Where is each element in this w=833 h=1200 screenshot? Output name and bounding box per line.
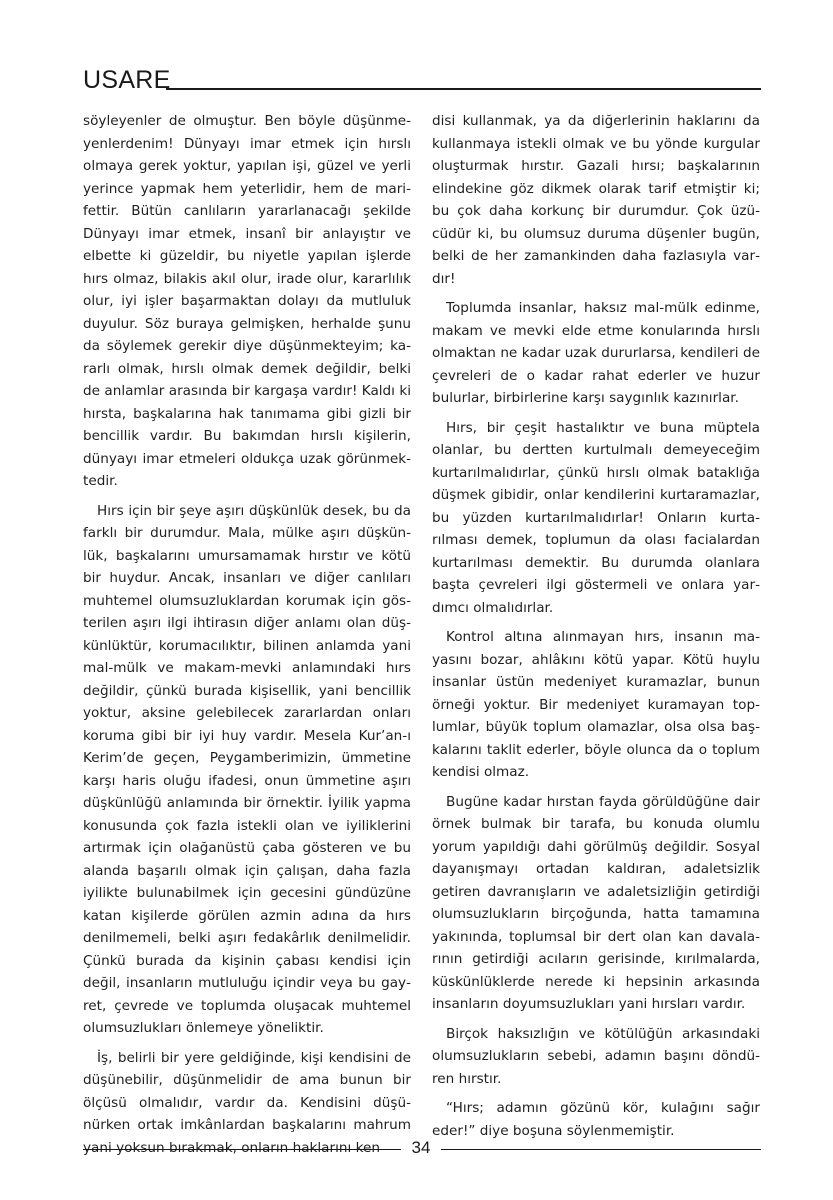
footer-rule-left [83,1149,401,1150]
paragraph: Birçok haksızlığın ve kötülüğün arkasındaki olumsuzlukların sebebi, adamın başını döndüren hırstır. [432,1025,760,1087]
left-column [83,110,411,1166]
paragraph: Toplumda insanlar, haksız mal-mülk edinme, makam ve mevki elde etme konularında hırslı olmaktan ne kadar uzak dururlarsa, kendileri de çevreleri de o kadar rahat ederler ve huzur bulurlar, birbirlerine karşı saygınlık kazınırlar. [432,300,760,406]
footer-rule-right [441,1149,761,1150]
header-rule [166,88,761,90]
paragraph: söyleyenler de olmuştur. Ben böyle düşünmeyenlerdenim! Dünyayı imar etmek için hırslı olmaya gerek yoktur, yapılan işi, güzel ve yerli yerince yapmak hem yeterlidir, hem de marifettir. Bütün canlıların yararlanacağı şekilde Dünyayı imar etmek, insanî bir anlayıştır ve elbette ki güzeldir, bu niyetle yapılan işlerde hırs olmaz, bilakis akıl olur, irade olur, kararlılık olur, iyi işler başarmaktan dolayı da mutluluk duyulur. Söz buraya gelmişken, herhalde şunu da söylemek gerekir diye düşünmekteyim; kararlı olmak, hırslı olmak demek değildir, belki de anlamlar arasında bir kargaşa vardır! Kaldı ki hırsta, başkalarına hak tanımama gibi gizli bir bencillik vardır. Bu bakımdan hırslı kişilerin, dünyayı imar etmeleri oldukça uzak görünmektedir. [83,113,411,489]
page-number: 34 [411,1138,431,1157]
paragraph: “Hırs; adamın gözünü kör, kulağını sağır eder!” diye boşuna söylenmemiştir. [432,1100,760,1139]
running-header [83,64,761,98]
journal-title: USARE [83,66,171,94]
paragraph: Hırs için bir şeye aşırı düşkünlük desek, bu da farklı bir durumdur. Mala, mülke aşırı düşkünlük, başkalarını umursamamak hırstır ve kötü bir huydur. Ancak, insanları ve diğer canlıları muhtemel olumsuzluklardan korumak için gösterilen aşırı ilgi ihtirasın diğer anlamı olan düşkünlüktür, korumacılıktır, bilinen anlamda yani mal-mülk ve makam-mevki anlamındaki hırs değildir, çünkü burada kişisellik, yani bencillik yoktur, aksine gelebilecek zararlardan onları koruma gibi bir iyi huy vardır. Mesela Kur’an-ı Kerim’de geçen, Peygamberimizin, ümmetine karşı haris oluğu ifadesi, onun ümmetine aşırı düşkünlüğü anlamında bir örnektir. İyilik yapma konusunda çok fazla istekli olan ve iyiliklerini artırmak için olağanüstü çaba gösteren ve bu alanda başarılı olmak için çalışan, daha fazla iyilikte bulunabilmek için gecesini gündüzüne katan kişilerde görülen azmin adına da hırs denilmemeli, belki aşırı fedakârlık denilmelidir. Çünkü burada da kişinin çabası kendisi için değil, insanların mutluluğu içindir veya bu gayret, çevrede ve toplumda oluşacak muhtemel olumsuzlukları önlemeye yöneliktir. [83,502,411,1036]
paragraph: Kontrol altına alınmayan hırs, insanın mayasını bozar, ahlâkını kötü yapar. Kötü huylu insanlar üstün medeniyet kuramazlar, bunun örneği yoktur. Bir medeniyet kuramayan toplumlar, büyük toplum olamazlar, olsa olsa başkalarını taklit ederler, böyle olunca da o toplum kendisi olmaz. [432,629,760,780]
page-footer [83,1135,761,1165]
paragraph: İş, belirli bir yere geldiğinde, kişi kendisini de düşünebilir, düşünmelidir de ama bunun bir ölçüsü olmalıdır, vardır da. Kendisini düşünürken ortak imkânlardan başkalarını mahrum yani yoksun bırakmak, onların haklarını ken [83,1049,411,1156]
paragraph: Hırs, bir çeşit hastalıktır ve buna müptela olanlar, bu dertten kurtulmalı demeyeceğim kurtarılmalıdırlar, çünkü hırslı olmak bataklığa düşmek gibidir, onlar kendilerini kurtaramazlar, bu yüzden kurtarılmalıdırlar! Onların kurtarılması demek, toplumun da olası facialardan kurtarılması demektir. Bu durumda olanlara başta çevreleri ilgi göstermeli ve onlara yardımcı olmalıdırlar. [432,419,760,616]
paragraph: Bugüne kadar hırstan fayda görüldüğüne dair örnek bulmak bir tarafa, bu konuda olumlu yorum yapıldığı dahi görülmüş değildir. Sosyal dayanışmayı ortadan kaldıran, adaletsizlik getiren davranışların ve adaletsizliğin getirdiği olumsuzlukların birçoğunda, hatta tamamına yakınında, toplumsal bir dert olan kan davalarının getirdiği acıların gerisinde, kırılmalarda, küskünlüklerde nerede ki hepsinin arkasında insanların doyumsuzlukları yani hırsları vardır. [432,793,760,1012]
right-column [432,110,760,1149]
paragraph: disi kullanmak, ya da diğerlerinin haklarını da kullanmaya istekli olmak ve bu yönde kurgular oluşturmak hırstır. Gazali hırsı; başkalarının elindekine göz dikmek olarak tarif etmiştir ki; bu çok daha korkunç bir durumdur. Çok üzücüdür ki, bu olumsuz duruma düşenler bugün, belki de her zamankinden daha fazlasıyla vardır! [432,113,760,287]
